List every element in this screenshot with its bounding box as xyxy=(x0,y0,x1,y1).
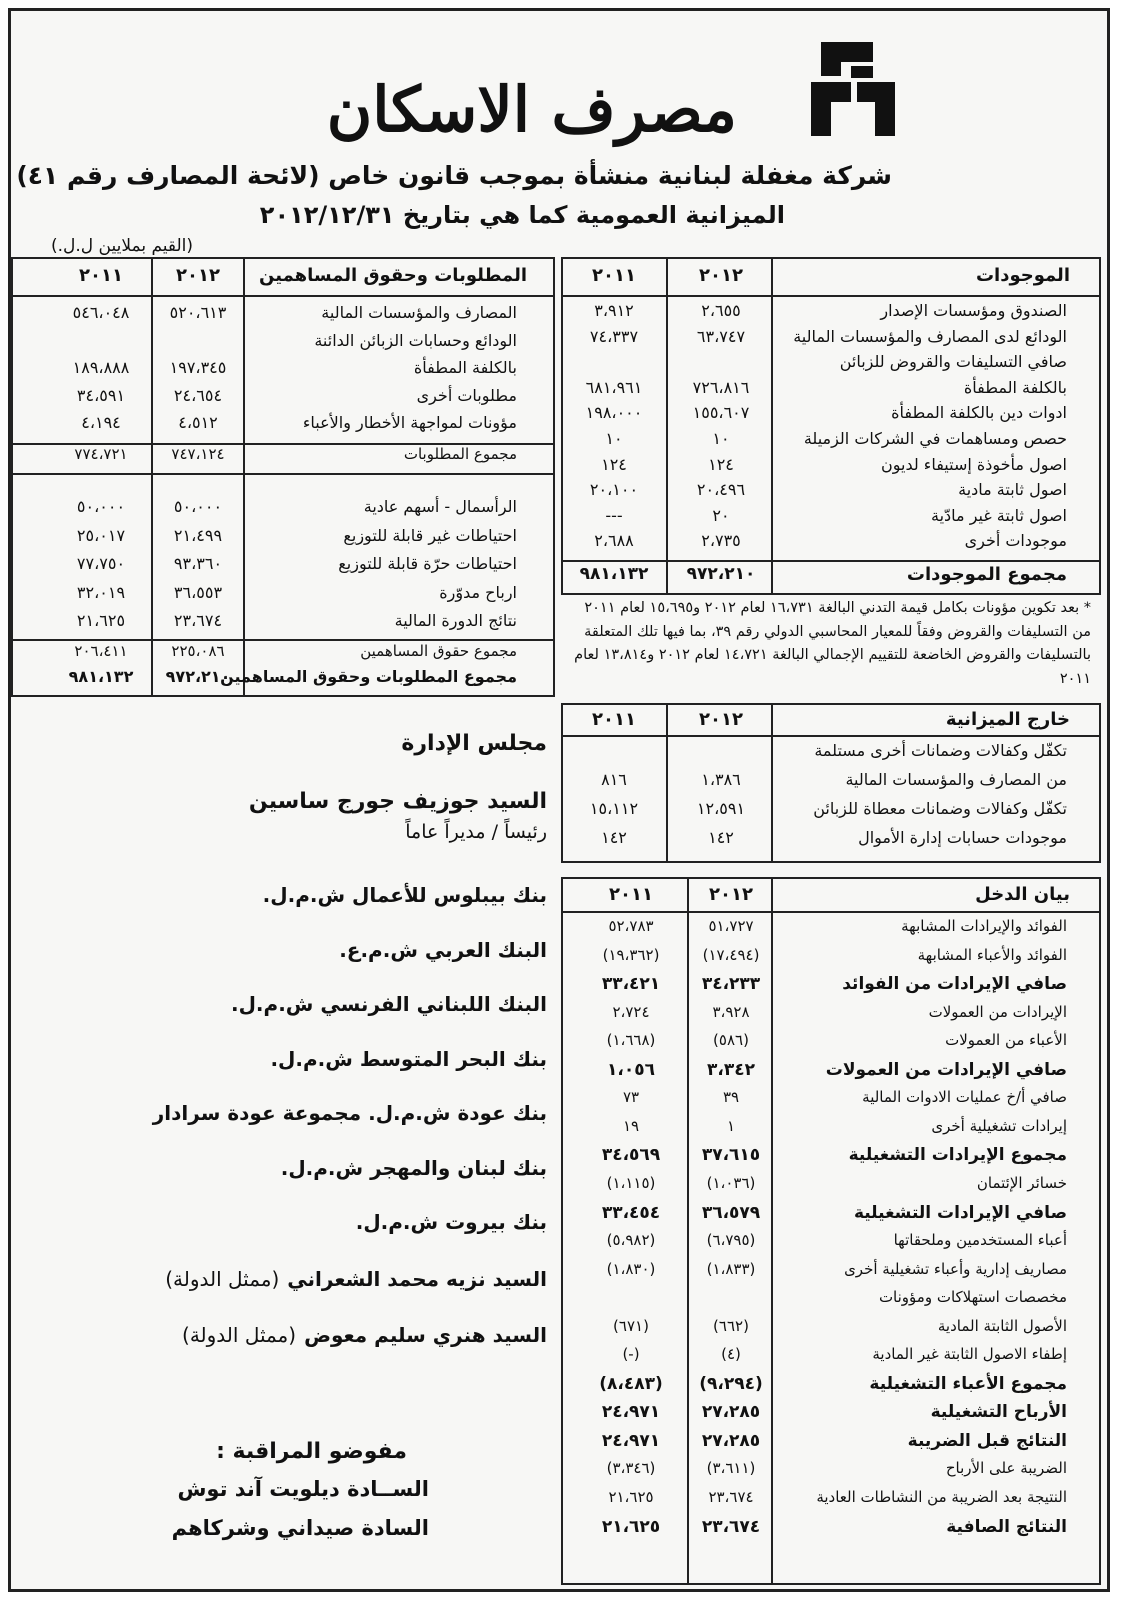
income-row-2012: ٣،٩٢٨ xyxy=(712,1002,750,1021)
assets-row-label: الودائع لدى المصارف والمؤسسات المالية xyxy=(793,326,1067,346)
assets-row-2011: ١٩٨،٠٠٠ xyxy=(585,403,643,423)
equity-row-2012: ٢١،٤٩٩ xyxy=(173,525,223,545)
income-row-label: إطفاء الاصول الثابتة غير المادية xyxy=(872,1345,1067,1364)
assets-row-label: اصول مأخوذة إستيفاء لديون xyxy=(880,454,1067,474)
off-balance-row-2012: ١٢،٥٩١ xyxy=(696,799,746,818)
assets-col-2012: ٢٠١٢ xyxy=(699,265,743,286)
income-row-2011: (٥،٩٨٢) xyxy=(606,1231,656,1250)
income-row-2011: ١،٠٥٦ xyxy=(607,1059,655,1080)
assets-total-2012: ٩٧٢،٢١٠ xyxy=(686,564,756,584)
income-row-2011: (٣،٣٤٦) xyxy=(606,1459,656,1478)
income-row-2012: ٣٤،٢٣٣ xyxy=(701,974,761,995)
income-row-2012: (٣،٦١١) xyxy=(706,1459,756,1478)
chairman-role: رئيساً / مديراً عاماً xyxy=(405,821,547,843)
assets-col-2011: ٢٠١١ xyxy=(592,265,636,286)
equity-row-label: الرأسمال - أسهم عادية xyxy=(363,497,517,516)
income-row-2011: ١٩ xyxy=(622,1116,640,1135)
income-row-label: مخصصات استهلاكات ومؤونات xyxy=(878,1288,1067,1307)
equity-row-2011: ٢١،٦٢٥ xyxy=(76,611,126,630)
income-row-2011: ٣٣،٤٢١ xyxy=(601,974,661,995)
off-balance-row-2011: ١٥،١١٢ xyxy=(589,799,639,818)
total-liabilities-2011: ٧٧٤،٧٢١ xyxy=(74,445,128,463)
income-row-label: الإيرادات من العمولات xyxy=(928,1002,1067,1021)
income-row-2011: ٢٤،٩٧١ xyxy=(601,1430,661,1451)
income-row-2011: (١،٨٣٠) xyxy=(606,1259,656,1278)
assets-title: الموجودات xyxy=(975,265,1070,286)
equity-row-label: نتائج الدورة المالية xyxy=(394,611,517,630)
income-row-2012: ٢٣،٦٧٤ xyxy=(708,1488,754,1506)
state-rep-note: (ممثل الدولة) xyxy=(182,1323,297,1347)
income-row-label: الأعباء من العمولات xyxy=(945,1031,1067,1050)
off-balance-row-2012: ١،٣٨٦ xyxy=(701,770,741,789)
liabilities-row-2012: ٤،٥١٢ xyxy=(178,413,218,432)
total-equity-2012: ٢٢٥،٠٨٦ xyxy=(171,642,225,660)
assets-row-label: موجودات أخرى xyxy=(964,531,1067,551)
liabilities-row-label: بالكلفة المطفأة xyxy=(413,358,517,377)
grand-total-label: مجموع المطلوبات وحقوق المساهمين xyxy=(220,667,517,686)
income-row-2012: (٥٨٦) xyxy=(713,1031,749,1050)
income-row-2012: (٦،٧٩٥) xyxy=(706,1231,756,1250)
liabilities-table xyxy=(11,257,555,697)
balance-title: الميزانية العمومية كما هي بتاريخ ٢٠١٢/١٢/٣١ xyxy=(259,201,785,229)
total-liabilities-label: مجموع المطلوبات xyxy=(403,445,517,463)
auditors-title: مفوضو المراقبة : xyxy=(216,1439,407,1464)
income-row-label: صافي الإيرادات من الفوائد xyxy=(842,974,1067,995)
off-balance-row-2012: ١٤٢ xyxy=(708,828,734,847)
income-row-label: مجموع الأعباء التشغيلية xyxy=(869,1373,1067,1394)
board-member: بنك عودة ش.م.ل. مجموعة عودة سرادار xyxy=(152,1101,547,1125)
income-row-2011: ٢،٧٢٤ xyxy=(612,1002,650,1021)
assets-row-2011: --- xyxy=(605,505,623,525)
total-equity-label: مجموع حقوق المساهمين xyxy=(360,642,517,660)
income-row-2011: ٢١،٦٢٥ xyxy=(601,1516,661,1537)
income-col-2012: ٢٠١٢ xyxy=(709,884,753,905)
state-representative xyxy=(182,1323,547,1347)
income-row-2011: (١،١١٥) xyxy=(606,1173,656,1192)
income-row-2011: ٢١،٦٢٥ xyxy=(608,1488,654,1506)
assets-row-2012: ٢،٦٥٥ xyxy=(701,301,741,320)
income-row-2012: ٣٧،٦١٥ xyxy=(701,1145,761,1166)
assets-row-label: الصندوق ومؤسسات الإصدار xyxy=(880,301,1067,320)
assets-footnote: * بعد تكوين مؤونات بكامل قيمة التدني البالغة ١٦،٧٣١ لعام ٢٠١٢ و١٥،٦٩٥ لعام ٢٠١١ من التسليفات والقروض وفقاً للمعيار المحاسبي الدولي رقم ٣٩، بما فيها تلك المتعلقة بالتسليفات والقروض الخاضعة للتقييم الإجمالي البالغة ١٤،٧٢١ لعام ٢٠١٢ و١٣،٨١٤ لعام ٢٠١١ xyxy=(574,600,1091,687)
equity-row-2011: ٥٠،٠٠٠ xyxy=(76,497,126,516)
assets-row-2011: ٣،٩١٢ xyxy=(594,301,634,320)
income-row-label: الأرباح التشغيلية xyxy=(930,1402,1067,1423)
board-member: بنك لبنان والمهجر ش.م.ل. xyxy=(280,1155,547,1180)
chairman-name: السيد جوزيف جورج ساسين xyxy=(248,789,547,814)
liabilities-row-2011: ١٨٩،٨٨٨ xyxy=(72,358,130,377)
state-rep-name: السيد نزيه محمد الشعراني xyxy=(287,1267,547,1291)
assets-row-label: اصول ثابتة غير مادّية xyxy=(931,505,1067,525)
liabilities-row-2012: ٢٤،٦٥٤ xyxy=(173,385,223,405)
income-row-2012: ٣٩ xyxy=(722,1088,740,1107)
off-balance-row-label: موجودات حسابات إدارة الأموال xyxy=(858,828,1067,847)
liabilities-row-2011: ٤،١٩٤ xyxy=(81,413,121,432)
income-row-label: خسائر الإئتمان xyxy=(976,1173,1067,1192)
assets-row-2011: ١٢٤ xyxy=(601,454,627,474)
income-row-2012: (١،٠٣٦) xyxy=(706,1173,756,1192)
income-row-2011: (-) xyxy=(622,1345,640,1364)
income-row-2011: ٢٤،٩٧١ xyxy=(601,1402,661,1423)
auditor-1: الســادة ديلويت آند توش xyxy=(177,1477,429,1501)
income-row-2011: ٥٢،٧٨٣ xyxy=(608,917,654,935)
board-member: البنك العربي ش.م.ع. xyxy=(339,937,547,962)
assets-row-2012: ١٥٥،٦٠٧ xyxy=(692,403,750,423)
off-balance-row-label: تكفّل وكفالات وضمانات معطاة للزبائن xyxy=(813,799,1067,818)
income-row-2012: (٩،٢٩٤) xyxy=(699,1373,763,1394)
assets-row-label: بالكلفة المطفأة xyxy=(963,377,1067,397)
income-row-label: الفوائد والإيرادات المشابهة xyxy=(901,917,1067,935)
income-row-label: صافي أ/خ عمليات الادوات المالية xyxy=(862,1088,1067,1107)
equity-row-2012: ٥٠،٠٠٠ xyxy=(173,497,223,516)
liabilities-col-2011: ٢٠١١ xyxy=(79,265,123,286)
income-col-2011: ٢٠١١ xyxy=(609,884,653,905)
assets-row-label: صافي التسليفات والقروض للزبائن xyxy=(839,352,1067,372)
income-row-2012: (١،٨٣٣) xyxy=(706,1259,756,1278)
income-row-2011: ٧٣ xyxy=(622,1088,640,1107)
off-balance-row-label: تكفّل وكفالات وضمانات أخرى مستلمة xyxy=(814,741,1067,760)
board-member: بنك بيبلوس للأعمال ش.م.ل. xyxy=(262,883,547,907)
income-row-2012: (٦٦٢) xyxy=(713,1316,749,1335)
liabilities-row-label: مؤونات لمواجهة الأخطار والأعباء xyxy=(302,413,517,432)
state-representative xyxy=(165,1267,547,1291)
equity-row-2012: ٢٣،٦٧٤ xyxy=(173,611,223,630)
income-row-label: صافي الإيرادات من العمولات xyxy=(825,1059,1067,1080)
income-row-label: النتائج الصافية xyxy=(946,1516,1067,1537)
income-row-label: إيرادات تشغيلية أخرى xyxy=(931,1116,1067,1135)
bank-logo-icon xyxy=(801,36,901,144)
off-balance-row-2011: ١٤٢ xyxy=(601,828,627,847)
assets-row-2011: ٧٤،٣٣٧ xyxy=(589,326,639,346)
total-equity-2011: ٢٠٦،٤١١ xyxy=(74,642,128,660)
assets-row-2012: ٦٣،٧٤٧ xyxy=(696,326,746,346)
income-row-2011: (٨،٤٨٣) xyxy=(599,1373,663,1394)
equity-row-label: احتياطات غير قابلة للتوزيع xyxy=(343,525,517,545)
equity-row-2012: ٩٣،٣٦٠ xyxy=(173,554,223,573)
liabilities-row-2012: ١٩٧،٣٤٥ xyxy=(169,358,227,377)
income-row-2012: ٢٧،٢٨٥ xyxy=(701,1430,761,1451)
off-balance-row-label: من المصارف والمؤسسات المالية xyxy=(845,770,1067,789)
income-row-label: صافي الإيرادات التشغيلية xyxy=(853,1202,1067,1223)
assets-row-2011: ٦٨١،٩٦١ xyxy=(585,377,643,397)
board-member: بنك بيروت ش.م.ل. xyxy=(355,1210,547,1234)
assets-row-2012: ١٢٤ xyxy=(708,454,734,474)
assets-row-label: ادوات دين بالكلفة المطفأة xyxy=(891,403,1067,423)
board-title: مجلس الإدارة xyxy=(401,731,547,756)
income-row-label: الفوائد والأعباء المشابهة xyxy=(917,945,1067,964)
income-row-2012: ٣٦،٥٧٩ xyxy=(701,1202,761,1223)
income-row-label: النتائج قبل الضريبة xyxy=(907,1430,1067,1451)
income-row-label: مصاريف إدارية وأعباء تشغيلية أخرى xyxy=(844,1259,1067,1278)
income-row-2012: (٤) xyxy=(721,1345,741,1364)
income-row-label: الأصول الثابتة المادية xyxy=(937,1316,1067,1335)
assets-row-label: اصول ثابتة مادية xyxy=(958,480,1067,500)
total-liabilities-2012: ٧٤٧،١٢٤ xyxy=(171,445,225,463)
equity-row-2011: ٣٢،٠١٩ xyxy=(76,582,126,602)
equity-row-label: ارباح مدوّرة xyxy=(439,582,517,602)
board-member: بنك البحر المتوسط ش.م.ل. xyxy=(270,1046,547,1071)
company-subtitle: شركة مغفلة لبنانية منشأة بموجب قانون خاص (لائحة المصارف رقم ٤١) xyxy=(16,161,892,190)
auditor-2: السادة صيداني وشركاهم xyxy=(171,1516,429,1540)
assets-total-label: مجموع الموجودات xyxy=(906,564,1067,585)
grand-total-2011: ٩٨١،١٣٢ xyxy=(68,667,134,686)
income-row-2011: ٣٤،٥٦٩ xyxy=(601,1145,661,1166)
assets-row-2011: ٢٠،١٠٠ xyxy=(589,480,639,500)
assets-total-2011: ٩٨١،١٣٢ xyxy=(579,564,649,584)
assets-row-label: حصص ومساهمات في الشركات الزميلة xyxy=(803,429,1067,448)
state-rep-name: السيد هنري سليم معوض xyxy=(304,1323,547,1347)
assets-row-2012: ٢،٧٣٥ xyxy=(701,531,741,551)
bank-name: مصرف الاسكان xyxy=(326,73,737,146)
liabilities-title: المطلوبات وحقوق المساهمين xyxy=(259,265,527,286)
income-row-2012: ١ xyxy=(726,1116,736,1135)
income-row-label: الضريبة على الأرباح xyxy=(945,1459,1067,1478)
liabilities-col-2012: ٢٠١٢ xyxy=(176,265,220,286)
assets-row-2011: ٢،٦٨٨ xyxy=(594,531,634,551)
income-row-2011: ٣٣،٤٥٤ xyxy=(601,1202,661,1223)
equity-row-2012: ٣٦،٥٥٣ xyxy=(173,582,223,602)
liabilities-row-2011: ٥٤٦،٠٤٨ xyxy=(72,303,130,322)
document-page xyxy=(8,8,1110,1592)
state-rep-note: (ممثل الدولة) xyxy=(165,1267,280,1291)
income-row-label: مجموع الإيرادات التشغيلية xyxy=(848,1145,1067,1166)
income-row-label: النتيجة بعد الضريبة من النشاطات العادية xyxy=(816,1488,1067,1506)
income-row-label: أعباء المستخدمين وملحقاتها xyxy=(893,1231,1067,1250)
income-row-2011: (١٩،٣٦٢) xyxy=(602,945,660,964)
income-row-2012: ٣،٣٤٢ xyxy=(707,1059,755,1080)
unit-note: (القيم بملايين ل.ل.) xyxy=(51,236,194,256)
equity-row-2011: ٢٥،٠١٧ xyxy=(76,525,126,545)
equity-row-label: احتياطات حرّة قابلة للتوزيع xyxy=(338,554,517,573)
income-row-2011: (٦٧١) xyxy=(613,1316,649,1335)
off-balance-row-2011: ٨١٦ xyxy=(601,770,627,789)
income-row-2011: (١،٦٦٨) xyxy=(606,1031,656,1050)
assets-row-2012: ٢٠،٤٩٦ xyxy=(696,480,746,500)
assets-row-2012: ١٠ xyxy=(712,429,730,448)
board-member: البنك اللبناني الفرنسي ش.م.ل. xyxy=(230,992,547,1016)
liabilities-row-label: المصارف والمؤسسات المالية xyxy=(321,303,517,322)
off-balance-col-2012: ٢٠١٢ xyxy=(699,709,743,730)
assets-row-2012: ٧٢٦،٨١٦ xyxy=(692,377,750,397)
liabilities-row-label: مطلوبات أخرى xyxy=(416,385,517,405)
income-title: بيان الدخل xyxy=(975,884,1070,905)
assets-row-2012: ٢٠ xyxy=(712,505,730,525)
assets-row-2011: ١٠ xyxy=(605,429,623,448)
income-row-2012: (١٧،٤٩٤) xyxy=(702,945,760,964)
liabilities-row-label: الودائع وحسابات الزبائن الدائنة xyxy=(314,330,517,350)
off-balance-title: خارج الميزانية xyxy=(945,709,1070,730)
liabilities-row-2011: ٣٤،٥٩١ xyxy=(76,385,126,405)
income-row-2012: ٢٣،٦٧٤ xyxy=(701,1516,761,1537)
liabilities-row-2012: ٥٢٠،٦١٣ xyxy=(169,303,227,322)
grand-total-2012: ٩٧٢،٢١٠ xyxy=(165,667,231,686)
income-row-2012: ٥١،٧٢٧ xyxy=(708,917,754,935)
equity-row-2011: ٧٧،٧٥٠ xyxy=(76,554,126,573)
off-balance-col-2011: ٢٠١١ xyxy=(592,709,636,730)
income-row-2012: ٢٧،٢٨٥ xyxy=(701,1402,761,1423)
